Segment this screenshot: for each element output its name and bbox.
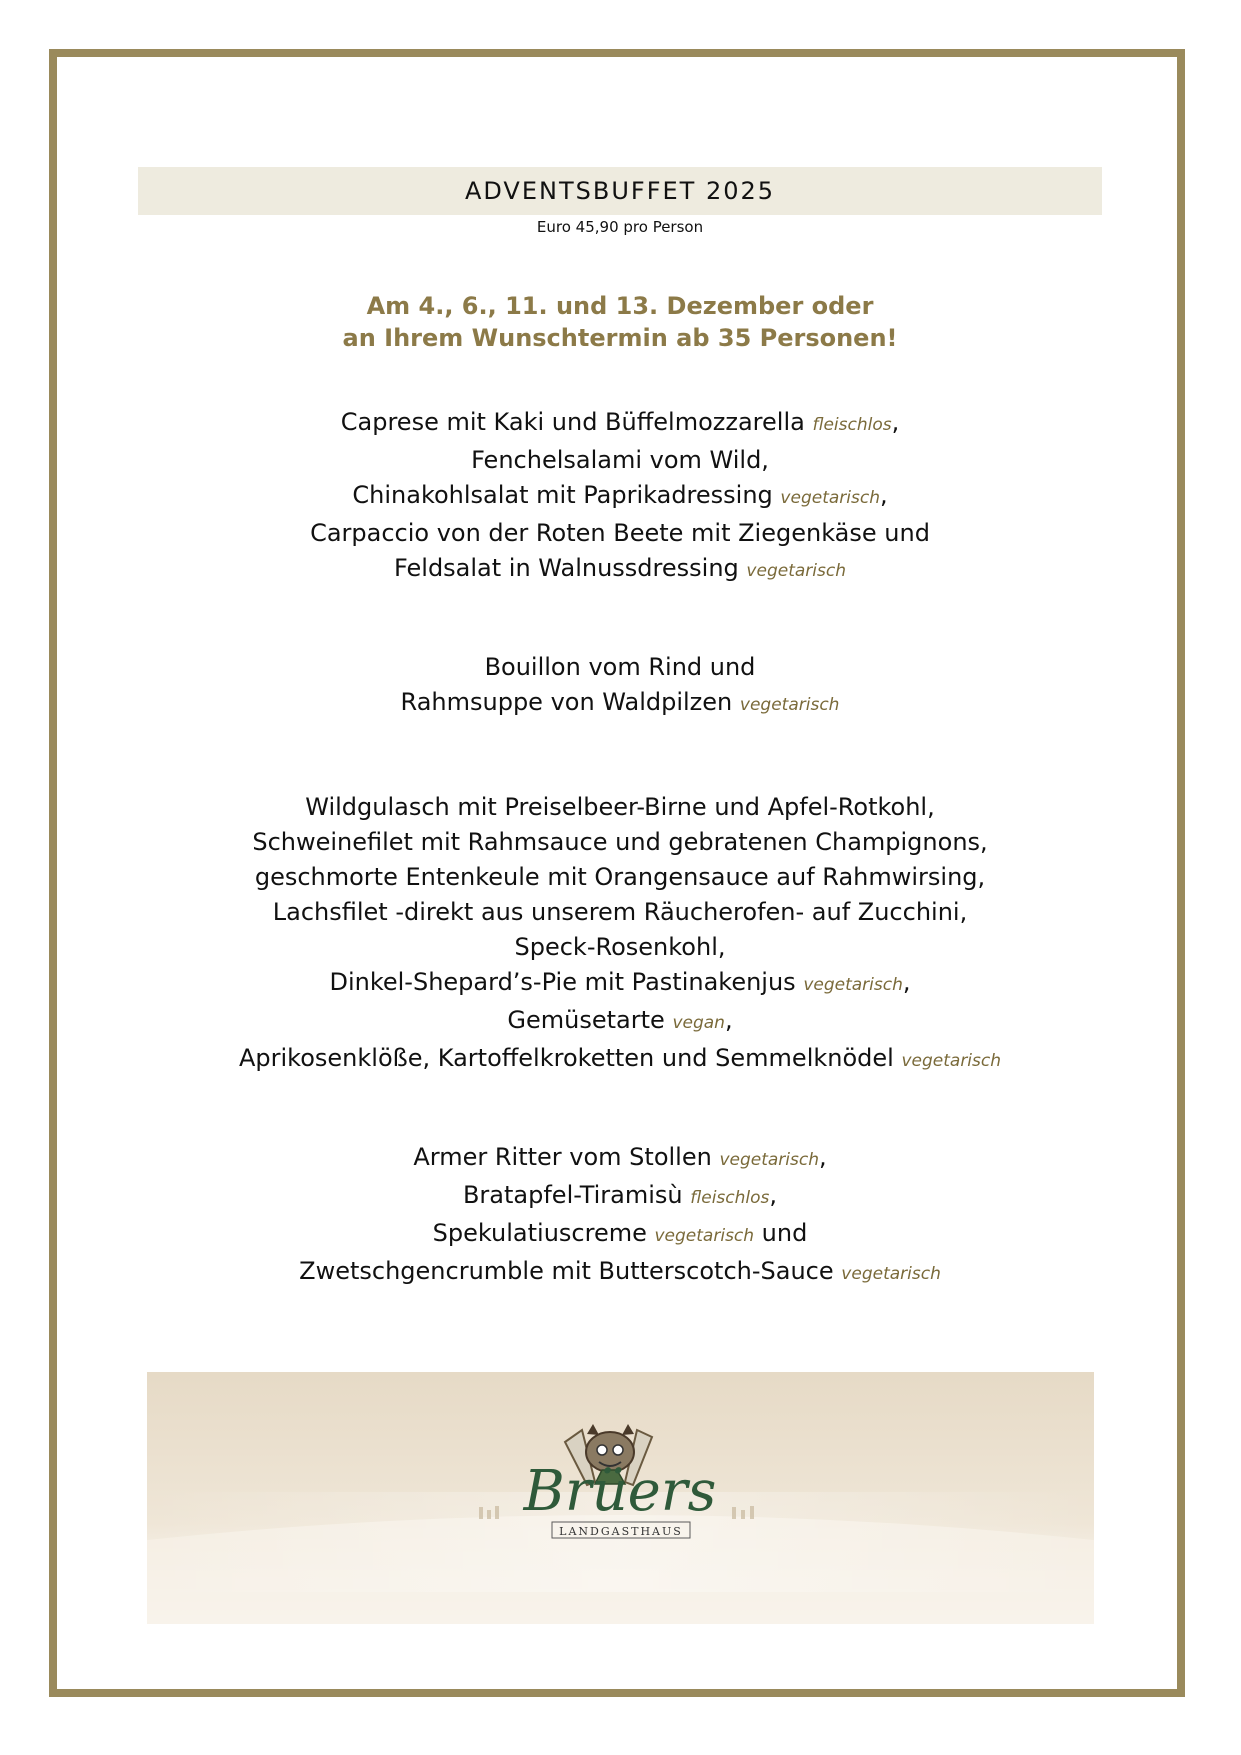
dish-name: Armer Ritter vom Stollen	[413, 1143, 712, 1171]
desserts-item	[138, 1178, 1102, 1216]
diet-tag: vegetarisch	[841, 1264, 941, 1284]
dates-announcement	[138, 290, 1102, 354]
dish-name: Wildgulasch mit Preiselbeer-Birne und Apfel-Rotkohl,	[305, 793, 935, 821]
mains-item	[138, 930, 1102, 965]
dish-name: Lachsfilet -direkt aus unserem Räucherofen- auf Zucchini,	[272, 898, 968, 926]
dish-name: Carpaccio von der Roten Beete mit Ziegenkäse und	[310, 519, 930, 547]
diet-tag: vegetarisch	[739, 695, 840, 715]
dish-name: Bratapfel-Tiramisù	[462, 1181, 683, 1209]
dish-name: Caprese mit Kaki und Büffelmozzarella	[340, 408, 805, 436]
mains-item	[138, 825, 1102, 860]
dish-suffix: ,	[879, 481, 888, 509]
dish-name: Fenchelsalami vom Wild,	[471, 446, 769, 474]
diet-tag: fleischlos	[690, 1188, 770, 1208]
diet-tag: vegetarisch	[901, 1051, 1002, 1071]
starters-section	[138, 405, 1102, 589]
soups-item	[138, 650, 1102, 685]
svg-text:Brüers: Brüers	[523, 1459, 717, 1524]
diet-tag: vegetarisch	[803, 975, 903, 995]
svg-text:LANDGASTHAUS: LANDGASTHAUS	[559, 1525, 683, 1538]
dish-name: geschmorte Entenkeule mit Orangensauce auf Rahmwirsing,	[254, 863, 986, 891]
starters-item	[138, 551, 1102, 589]
dish-name: Feldsalat in Walnussdressing	[394, 554, 739, 582]
dish-name: Speck-Rosenkohl,	[514, 933, 726, 961]
dish-name: Spekulatiuscreme	[432, 1219, 647, 1247]
mains-item	[138, 860, 1102, 895]
starters-item	[138, 478, 1102, 516]
dish-suffix: ,	[769, 1181, 778, 1209]
diet-tag: vegetarisch	[654, 1226, 755, 1246]
diet-tag: vegetarisch	[780, 488, 880, 508]
desserts-item	[138, 1216, 1102, 1254]
dish-name: Gemüsetarte	[507, 1006, 665, 1034]
soups-item	[138, 685, 1102, 723]
mains-item	[138, 1041, 1102, 1079]
diet-tag: fleischlos	[812, 415, 892, 435]
soups-section	[138, 650, 1102, 723]
mains-item	[138, 965, 1102, 1003]
dish-suffix: ,	[902, 968, 911, 996]
dish-suffix: ,	[819, 1143, 827, 1171]
mains-item	[138, 1003, 1102, 1041]
price-per-person: Euro 45,90 pro Person	[536, 218, 704, 236]
dish-suffix: ,	[891, 408, 900, 436]
diet-tag: vegetarisch	[746, 561, 846, 581]
diet-tag: vegetarisch	[719, 1150, 819, 1170]
mains-section	[138, 790, 1102, 1079]
dish-name: Rahmsuppe von Waldpilzen	[400, 688, 733, 716]
dish-name: Chinakohlsalat mit Paprikadressing	[352, 481, 773, 509]
mains-item	[138, 895, 1102, 930]
dish-name: Dinkel-Shepard’s-Pie mit Pastinakenjus	[329, 968, 796, 996]
starters-item	[138, 516, 1102, 551]
dish-name: Bouillon vom Rind und	[484, 653, 756, 681]
dish-name: Schweinefilet mit Rahmsauce und gebratenen Champignons,	[252, 828, 988, 856]
dish-suffix: ,	[724, 1006, 733, 1034]
starters-item	[138, 405, 1102, 443]
dish-name: Zwetschgencrumble mit Butterscotch-Sauce	[299, 1257, 834, 1285]
menu-title: ADVENTSBUFFET 2025	[138, 167, 1102, 215]
dates-line-2: an Ihrem Wunschtermin ab 35 Personen!	[342, 324, 898, 352]
restaurant-logo-banner	[147, 1372, 1094, 1624]
desserts-item	[138, 1254, 1102, 1292]
dates-line-1: Am 4., 6., 11. und 13. Dezember oder	[366, 292, 874, 320]
dish-name: Aprikosenklöße, Kartoffelkroketten und Semmelknödel	[238, 1044, 894, 1072]
desserts-item	[138, 1140, 1102, 1178]
mains-item	[138, 790, 1102, 825]
desserts-section	[138, 1140, 1102, 1292]
dish-suffix: und	[754, 1219, 808, 1247]
starters-item	[138, 443, 1102, 478]
diet-tag: vegan	[672, 1013, 725, 1033]
